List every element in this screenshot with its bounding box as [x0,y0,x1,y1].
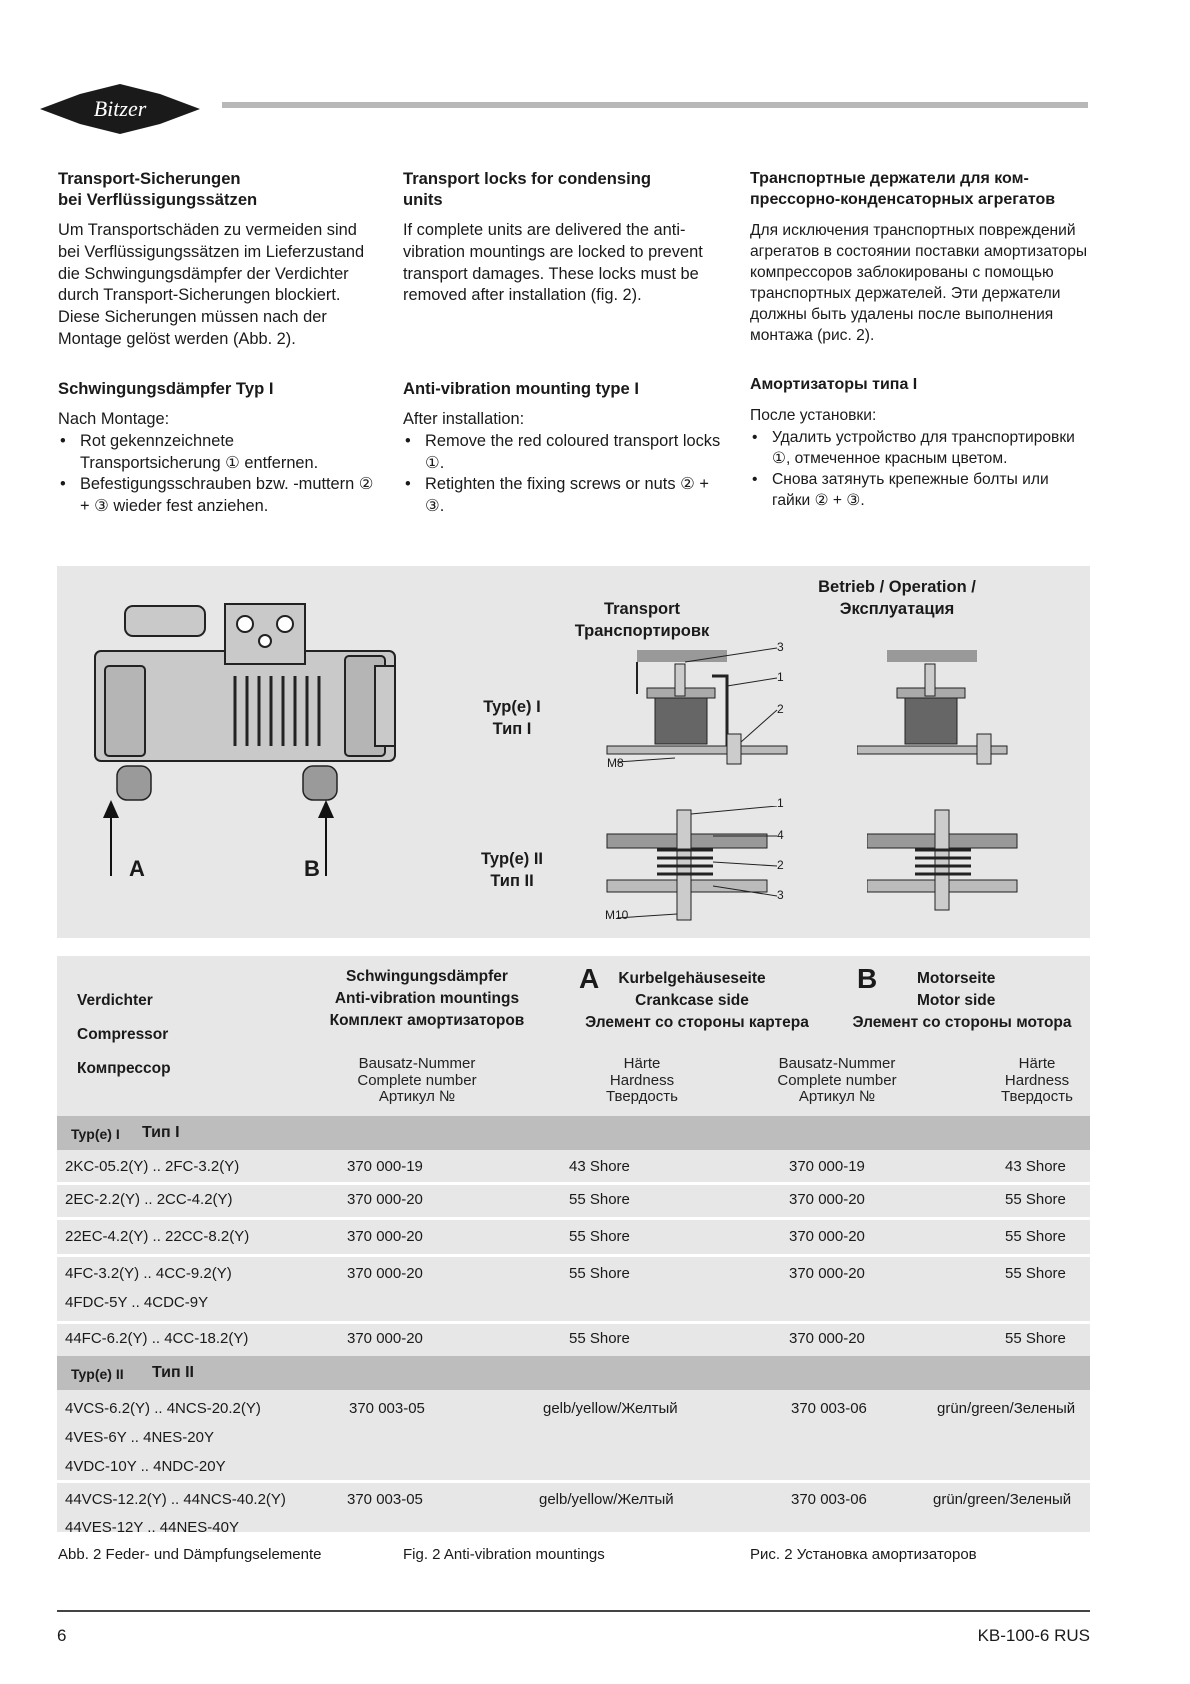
type1-operation-drawing [857,646,1057,766]
sub-complete-number-b: Bausatz-Nummer Complete number Артикул № [777,1055,897,1105]
document-code: KB-100-6 RUS [977,1626,1090,1645]
col-kompressor: Компрессор [77,1060,171,1077]
sub-hardness-b: Härte Hardness Твердость [1001,1055,1073,1105]
subheading: Anti-vibration mounting type I [403,379,639,398]
type1-transport-drawing [597,646,827,766]
table-row: 22EC-4.2(Y) .. 22CC-8.2(Y) 370 000-20 55 Shore 370 000-20 55 Shore [65,1228,1066,1245]
type1-label: Typ(e) I Тип I [483,698,541,738]
header-a-en: Crankcase side [635,992,749,1009]
bullet-2: • Снова затянуть крепежные болты или гайки ② + ③. [750,469,1090,511]
header-b-de: Motorseite [917,970,996,987]
bitzer-logo [40,82,200,136]
bullet-2: • Retighten the fixing screws or nuts ② + ③. [403,474,721,518]
callout-4: 4 [777,828,784,842]
caption-russian: Рис. 2 Установка амортизаторов [750,1546,977,1563]
callout-2b: 2 [777,858,784,872]
type2-operation-drawing [867,806,1047,916]
sub-complete-number-a: Bausatz-Nummer Complete number Артикул № [357,1055,477,1105]
paragraph: If complete units are delivered the anti-vibration mountings are locked to prevent transport damages. These locks must be removed after installation (fig. 2). [403,221,703,305]
operation-label: Betrieb / Operation / Эксплуатация [818,578,976,618]
col-compressor: Compressor [77,1026,169,1043]
header-a-ru: Элемент со стороны картера [585,1014,809,1031]
header-b-letter: B [857,963,878,994]
table-row: 4VCS-6.2(Y) .. 4NCS-20.2(Y) 4VES-6Y .. 4NES-20Y 4VDC-10Y .. 4NDC-20Y 370 003-05 gelb/yellow/Желтый 370 003-06 grün/green/Зеленый [65,1400,1076,1475]
bullet-1: • Удалить устройство для транспортировки ①, отмеченное красным цветом. [750,427,1090,469]
table-row: 4FC-3.2(Y) .. 4CC-9.2(Y) 4FDC-5Y .. 4CDC-9Y 370 000-20 55 Shore 370 000-20 55 Shore [65,1265,1066,1311]
type1-band: Typ(e) I Тип I [57,1116,1090,1150]
heading: Transport locks for condensing units [403,169,652,209]
mountings-table [57,956,1090,1536]
header-b-ru: Элемент со стороны мотора [852,1014,1072,1031]
type2-label: Typ(e) II Тип II [480,850,544,890]
header-a-de: Kurbelgehäuseseite [618,970,766,987]
type2-transport-drawing [597,806,827,926]
subheading: Schwingungsdämpfer Typ I [58,379,274,398]
bullet-1: • Remove the red coloured transport locks ①. [403,431,721,475]
bullet-2: • Befestigungsschrauben bzw. -muttern ② + ③ wieder fest anziehen. [58,474,376,518]
page-number: 6 [57,1626,67,1645]
m10-label: M10 [605,908,629,922]
paragraph: Um Transportschäden zu vermeiden sind bei Verflüssigungssätzen im Lieferzustand die Schwingungsdämpfer der Verdichter durch Transport-Sicherungen blockiert. Diese Sicherungen müssen nach der Montage gelöst werden (Abb. 2). [58,221,365,348]
caption-german: Abb. 2 Feder- und Dämpfungselemente [58,1546,322,1563]
heading: Транспортные держатели для ком- прессорно-конденсаторных агрегатов [750,170,1056,208]
header-rule [222,102,1088,108]
type2-band: Typ(e) II Тип II [57,1356,1090,1390]
table-row: 2KC-05.2(Y) .. 2FC-3.2(Y) 370 000-19 43 Shore 370 000-19 43 Shore [65,1158,1066,1175]
caption-english: Fig. 2 Anti-vibration mountings [403,1546,605,1563]
m8-label: M8 [607,756,624,770]
column-german [58,168,376,518]
col-verdichter: Verdichter [77,992,153,1009]
sub-hardness-a: Härte Hardness Твердость [606,1055,678,1105]
header-b-en: Motor side [917,992,996,1009]
heading: Transport-Sicherungen bei Verflüssigungssätzen [58,169,258,209]
footer-rule [57,1610,1090,1612]
transport-label: Transport Транспортировк [574,600,710,640]
logo-text: Bitzer [93,96,147,121]
after-installation: After installation: [403,410,525,428]
compressor-drawing [75,596,445,816]
callout-1: 1 [777,670,784,684]
paragraph: Для исключения транспортных повреждений агрегатов в состоянии поставки амортизаторы компрессоров заблокированы с помощью транспортных держателей. Эти держатели должны быть удалены после выполнения монтажа (рис. 2). [750,222,1088,344]
table-row: 2EC-2.2(Y) .. 2CC-4.2(Y) 370 000-20 55 Shore 370 000-20 55 Shore [65,1191,1066,1208]
header-mountings: Schwingungsdämpfer Anti-vibration mountings Комплект амортизаторов [329,968,525,1029]
table-row: 44FC-6.2(Y) .. 4CC-18.2(Y) 370 000-20 55 Shore 370 000-20 55 Shore [65,1330,1066,1347]
callout-1b: 1 [777,796,784,810]
arrow-a-label: A [129,856,145,881]
bullet-1: • Rot gekennzeichnete Transportsicherung ① entfernen. [58,431,376,475]
after-installation: Nach Montage: [58,410,170,428]
figure-mountings [57,566,1090,938]
arrow-b-label: B [304,856,320,881]
callout-3b: 3 [777,888,784,902]
after-installation: После установки: [750,407,877,424]
subheading: Амортизаторы типа I [750,376,918,393]
callout-2: 2 [777,702,784,716]
column-russian [750,168,1090,511]
table-row: 44VCS-12.2(Y) .. 44NCS-40.2(Y) 44VES-12Y .. 44NES-40Y 370 003-05 gelb/yellow/Желтый 370 003-06 grün/green/Зеленый [65,1491,1072,1536]
header-a-letter: A [579,963,600,994]
callout-3: 3 [777,640,784,654]
column-english [403,168,721,518]
